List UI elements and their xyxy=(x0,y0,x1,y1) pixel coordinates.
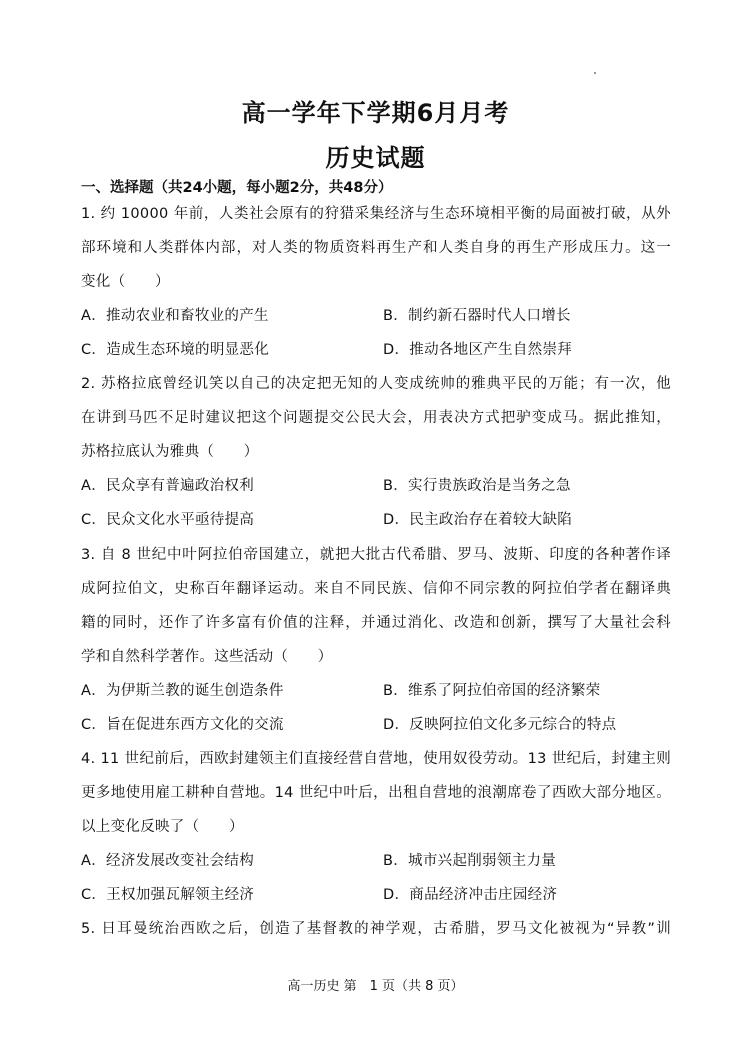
question-1-option-c: C．造成生态环境的明显恶化 xyxy=(81,342,270,358)
question-2-option-c: C．民众文化水平亟待提高 xyxy=(81,512,255,528)
question-1-option-a: A．推动农业和畜牧业的产生 xyxy=(81,308,269,324)
question-2-line-1: 2. 苏格拉底曾经讥笑以自己的决定把无知的人变成统帅的雅典平民的万能；有一次，他 xyxy=(81,376,671,392)
question-1-line-3: 变化（ ） xyxy=(81,274,170,290)
question-4-option-c: C．王权加强瓦解领主经济 xyxy=(81,887,255,903)
section-heading: 一、选择题（共24小题，每小题2分，共48分） xyxy=(81,180,393,196)
question-2-option-a: A．民众享有普遍政治权利 xyxy=(81,478,255,494)
scan-speck xyxy=(594,72,596,74)
question-4-option-a: A．经济发展改变社会结构 xyxy=(81,853,255,869)
question-5-line-1: 5. 日耳曼统治西欧之后，创造了基督教的神学观，古希腊，罗马文化被视为“异教”训 xyxy=(81,921,671,937)
question-2-line-2: 在讲到马匹不足时建议把这个问题提交公民大会，用表决方式把驴变成马。据此推知， xyxy=(81,410,671,426)
question-4-option-d: D．商品经济冲击庄园经济 xyxy=(383,887,558,903)
question-1-option-b: B．制约新石器时代人口增长 xyxy=(383,308,571,324)
question-4-line-1: 4. 11 世纪前后，西欧封建领主们直接经营自营地，使用奴役劳动。13 世纪后，封建主则 xyxy=(81,751,671,767)
question-3-option-d: D．反映阿拉伯文化多元综合的特点 xyxy=(383,717,617,733)
question-1-line-1: 1. 约 10000 年前，人类社会原有的狩猎采集经济与生态环境相平衡的局面被打破，从外 xyxy=(81,206,671,222)
question-4-line-2: 更多地使用雇工耕种自营地。14 世纪中叶后，出租自营地的浪潮席卷了西欧大部分地区。 xyxy=(81,785,671,801)
question-2-option-b: B．实行贵族政治是当务之急 xyxy=(383,478,571,494)
question-3-option-a: A．为伊斯兰教的诞生创造条件 xyxy=(81,683,284,699)
question-2-option-d: D．民主政治存在着较大缺陷 xyxy=(383,512,573,528)
question-3-option-c: C．旨在促进东西方文化的交流 xyxy=(81,717,284,733)
question-1-option-d: D．推动各地区产生自然崇拜 xyxy=(383,342,573,358)
question-3-option-b: B．维系了阿拉伯帝国的经济繁荣 xyxy=(383,683,601,699)
question-3-line-2: 成阿拉伯文，史称百年翻译运动。来自不同民族、信仰不同宗教的阿拉伯学者在翻译典 xyxy=(81,581,671,597)
question-4-line-3: 以上变化反映了（ ） xyxy=(81,819,244,835)
question-3-line-4: 学和自然科学著作。这些活动（ ） xyxy=(81,649,333,665)
exam-title: 高一学年下学期6月月考 xyxy=(241,99,510,127)
question-3-line-3: 籍的同时，还作了许多富有价值的注释，并通过消化、改造和创新，撰写了大量社会科 xyxy=(81,615,671,631)
question-2-line-3: 苏格拉底认为雅典（ ） xyxy=(81,444,259,460)
question-1-line-2: 部环境和人类群体内部，对人类的物质资料再生产和人类自身的再生产形成压力。这一 xyxy=(81,240,671,256)
question-3-line-1: 3. 自 8 世纪中叶阿拉伯帝国建立，就把大批古代希腊、罗马、波斯、印度的各种著作译 xyxy=(81,547,671,563)
page-footer: 高一历史 第 1 页（共 8 页） xyxy=(287,979,464,994)
question-4-option-b: B．城市兴起削弱领主力量 xyxy=(383,853,557,869)
exam-subtitle: 历史试题 xyxy=(325,144,426,172)
